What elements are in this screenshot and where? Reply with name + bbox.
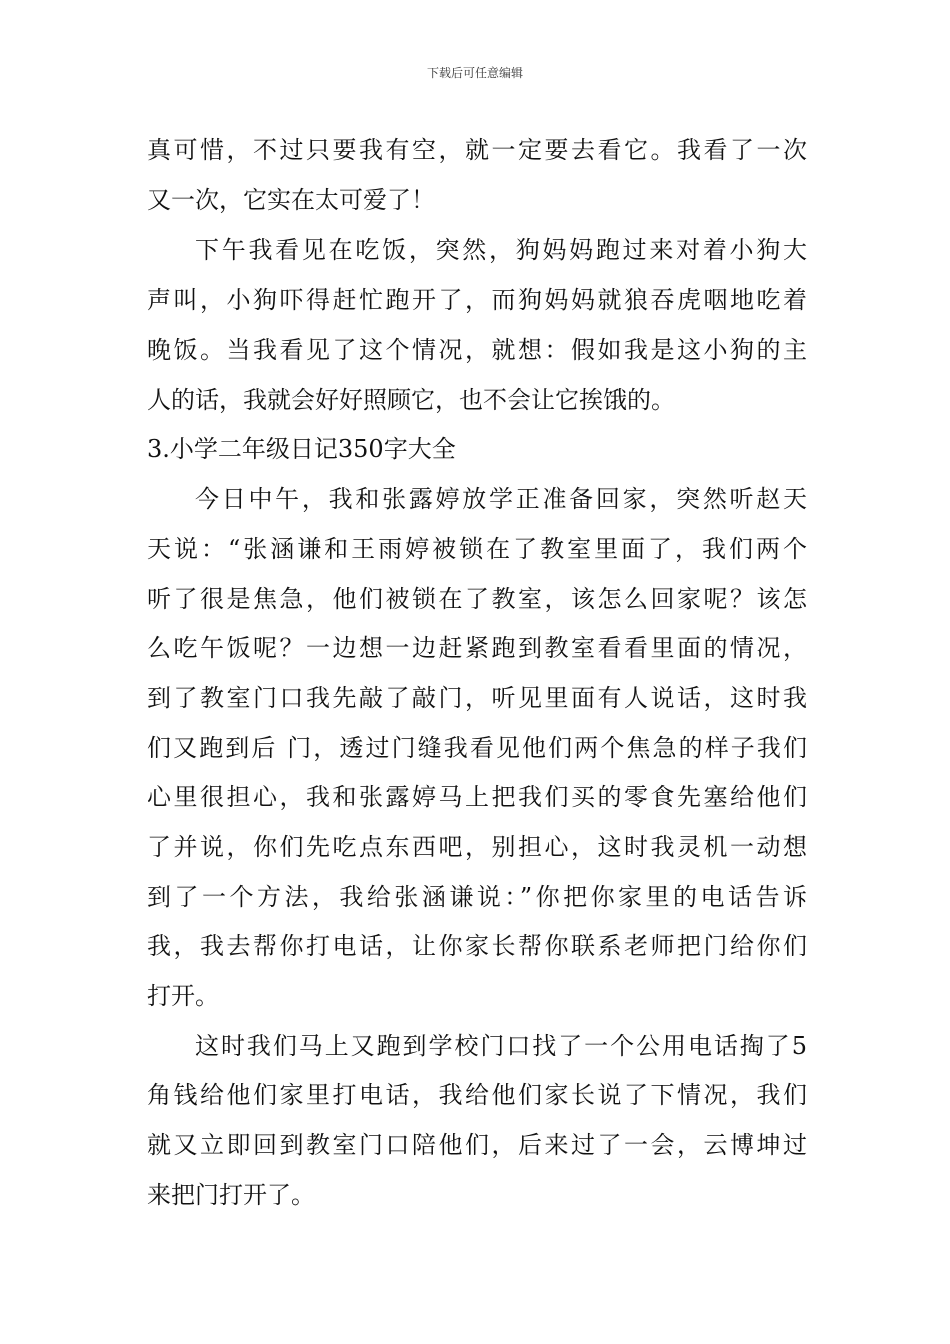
text-line: 到了一个方法，我给张涵谦说：”你把你家里的电话告诉 bbox=[147, 883, 807, 911]
text-line: 又一次，它实在太可爱了！ bbox=[147, 186, 435, 214]
text-line: 天说：“张涵谦和王雨婷被锁在了教室里面了，我们两个 bbox=[147, 535, 807, 563]
text-line: 我，我去帮你打电话，让你家长帮你联系老师把门给你们 bbox=[147, 932, 807, 960]
text-line: 下午我看见在吃饭，突然，狗妈妈跑过来对着小狗大 bbox=[195, 236, 807, 264]
text-line: 就又立即回到教室门口陪他们，后来过了一会，云博坤过 bbox=[147, 1131, 807, 1159]
text-line: 么吃午饭呢？一边想一边赶紧跑到教室看看里面的情况， bbox=[147, 634, 807, 662]
text-line: 来把门打开了。 bbox=[147, 1181, 315, 1209]
text-line: 到了教室门口我先敲了敲门，听见里面有人说话，这时我 bbox=[147, 684, 807, 712]
text-line: 晚饭。当我看见了这个情况，就想：假如我是这小狗的主 bbox=[147, 336, 807, 364]
text-line: 心里很担心，我和张露婷马上把我们买的零食先塞给他们 bbox=[147, 783, 807, 811]
section-heading: 3.小学二年级日记350字大全 bbox=[147, 435, 456, 463]
page-header: 下载后可任意编辑 bbox=[426, 66, 523, 80]
text-line: 角钱给他们家里打电话，我给他们家长说了下情况，我们 bbox=[147, 1081, 807, 1109]
text-line: 听了很是焦急，他们被锁在了教室，该怎么回家呢？该怎 bbox=[147, 585, 807, 613]
text-line: 声叫，小狗吓得赶忙跑开了，而狗妈妈就狼吞虎咽地吃着 bbox=[147, 286, 807, 314]
text-line: 打开。 bbox=[147, 982, 219, 1010]
text-line: 们又跑到后 门，透过门缝我看见他们两个焦急的样子我们 bbox=[147, 734, 807, 762]
text-line: 这时我们马上又跑到学校门口找了一个公用电话掏了5 bbox=[195, 1032, 807, 1060]
text-line: 今日中午，我和张露婷放学正准备回家，突然听赵天 bbox=[195, 485, 807, 513]
text-line: 了并说，你们先吃点东西吧，别担心，这时我灵机一动想 bbox=[147, 833, 807, 861]
text-line: 人的话，我就会好好照顾它，也不会让它挨饿的。 bbox=[147, 386, 675, 414]
text-line: 真可惜，不过只要我有空，就一定要去看它。我看了一次 bbox=[147, 136, 807, 164]
